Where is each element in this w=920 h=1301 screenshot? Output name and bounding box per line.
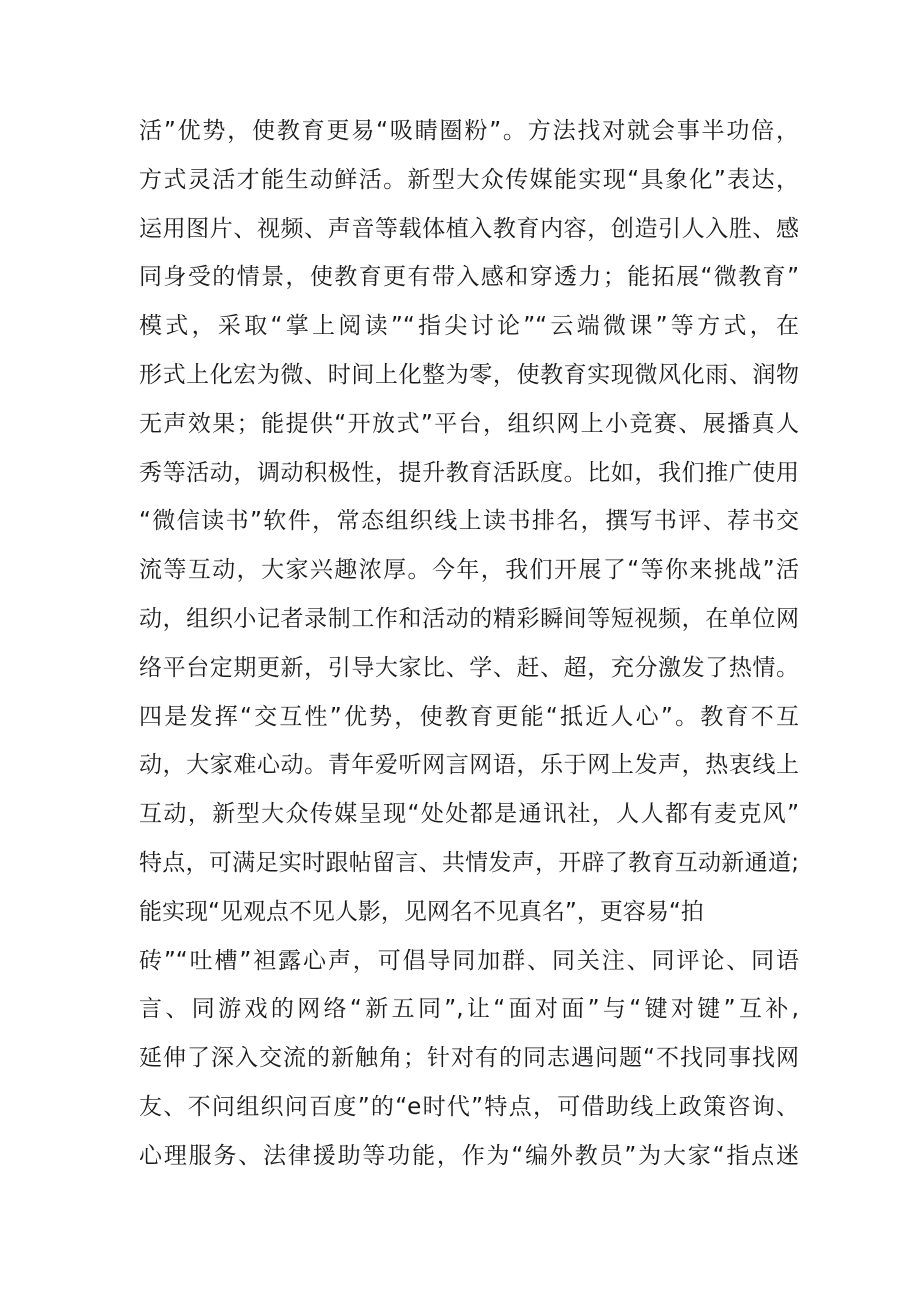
text-line: 模式，采取“掌上阅读”“指尖讨论”“云端微课”等方式，在: [139, 313, 799, 340]
text-line: 秀等活动，调动积极性，提升教育活跃度。比如，我们推广使用: [139, 459, 799, 486]
text-line: 四是发挥“交互性”优势，使教育更能“抵近人心”。教育不互: [139, 703, 799, 730]
text-line: 特点，可满足实时跟帖留言、共情发声，开辟了教育互动新通道;: [139, 849, 799, 876]
text-line: 同身受的情景，使教育更有带入感和穿透力；能拓展“微教育”: [139, 264, 799, 291]
text-line: 砖”“吐槽”袒露心声，可倡导同加群、同关注、同评论、同语: [139, 947, 799, 974]
text-line: 络平台定期更新，引导大家比、学、赶、超，充分激发了热情。: [139, 654, 799, 681]
text-line: “微信读书”软件，常态组织线上读书排名，撰写书评、荐书交: [139, 508, 799, 535]
text-line: 延伸了深入交流的新触角；针对有的同志遇问题“不找同事找网: [139, 1045, 799, 1072]
text-line: 动，组织小记者录制工作和活动的精彩瞬间等短视频，在单位网: [139, 605, 799, 632]
text-line: 活”优势，使教育更易“吸睛圈粉”。方法找对就会事半功倍，: [139, 118, 799, 144]
text-line: 言、同游戏的网络“新五同”,让“面对面”与“键对键”互补,: [139, 996, 799, 1023]
text-line: 方式灵活才能生动鲜活。新型大众传媒能实现“具象化”表达，: [139, 166, 799, 193]
body-text: [139, 107, 799, 1181]
text-line: 互动，新型大众传媒呈现“处处都是通讯社，人人都有麦克风”: [139, 801, 799, 828]
text-line: 运用图片、视频、声音等载体植入教育内容，创造引人入胜、感: [139, 215, 799, 242]
text-line: 流等互动，大家兴趣浓厚。今年，我们开展了“等你来挑战”活: [139, 557, 799, 584]
text-line: 能实现“见观点不见人影，见网名不见真名”，更容易“拍: [139, 898, 704, 925]
text-line: 动，大家难心动。青年爱听网言网语，乐于网上发声，热衷线上: [139, 752, 799, 779]
text-line: 形式上化宏为微、时间上化整为零，使教育实现微风化雨、润物: [139, 361, 799, 388]
text-line: 友、不问组织问百度”的“e时代”特点，可借助线上政策咨询、: [139, 1093, 799, 1120]
text-line: 心理服务、法律援助等功能，作为“编外教员”为大家“指点迷: [139, 1142, 799, 1169]
text-line: 无声效果；能提供“开放式”平台，组织网上小竞赛、展播真人: [139, 410, 799, 437]
